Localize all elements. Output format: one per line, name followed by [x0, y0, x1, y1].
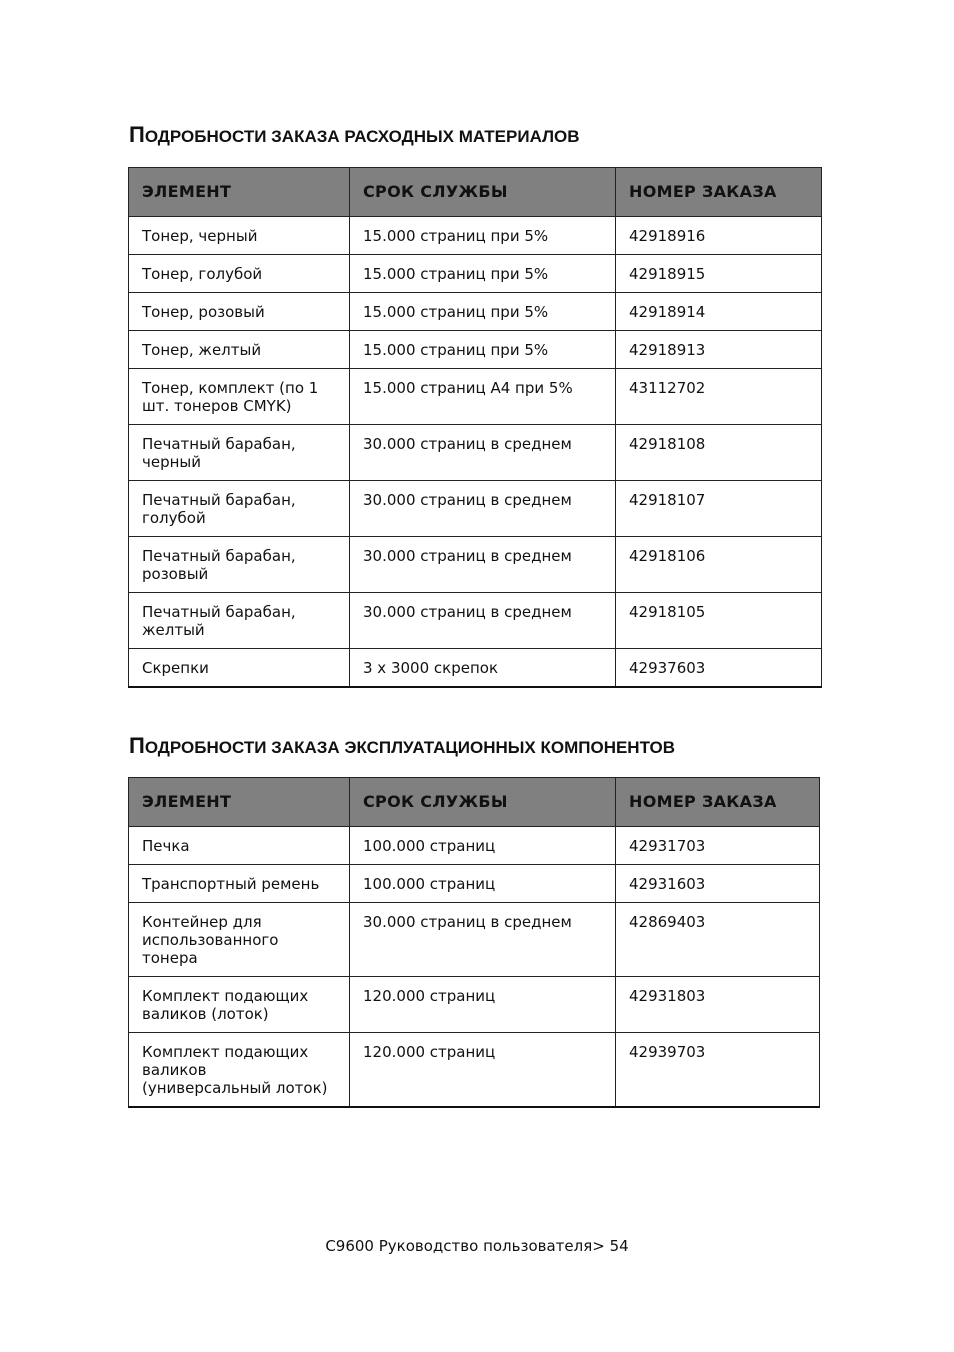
- table-row: [129, 649, 822, 688]
- table-row: [129, 865, 820, 903]
- consumables-title-initial: П: [129, 122, 145, 147]
- column-header-order-number: НОМЕР ЗАКАЗА: [616, 168, 822, 217]
- item-cell: Комплект подающих валиков (универсальный лоток): [129, 1033, 350, 1108]
- table-row: [129, 977, 820, 1033]
- column-header-item: ЭЛЕМЕНТ: [129, 168, 350, 217]
- order-number-cell: 42918914: [616, 293, 822, 331]
- order-number-cell: 42939703: [616, 1033, 820, 1108]
- lifetime-cell: 100.000 страниц: [350, 827, 616, 865]
- consumables-title-rest: ОДРОБНОСТИ ЗАКАЗА РАСХОДНЫХ МАТЕРИАЛОВ: [144, 127, 580, 146]
- item-cell: Комплект подающих валиков (лоток): [129, 977, 350, 1033]
- table-row: [129, 293, 822, 331]
- item-cell: Тонер, розовый: [129, 293, 350, 331]
- consumables-table: [128, 167, 822, 688]
- lifetime-cell: 120.000 страниц: [350, 1033, 616, 1108]
- lifetime-cell: 30.000 страниц в среднем: [350, 903, 616, 977]
- order-number-cell: 42918108: [616, 425, 822, 481]
- lifetime-cell: 120.000 страниц: [350, 977, 616, 1033]
- column-header-order-number: НОМЕР ЗАКАЗА: [616, 778, 820, 827]
- table-row: [129, 903, 820, 977]
- item-cell: Тонер, черный: [129, 217, 350, 255]
- order-number-cell: 42931703: [616, 827, 820, 865]
- item-cell: Тонер, желтый: [129, 331, 350, 369]
- table-row: [129, 481, 822, 537]
- lifetime-cell: 15.000 страниц А4 при 5%: [350, 369, 616, 425]
- item-cell: Тонер, комплект (по 1 шт. тонеров CMYK): [129, 369, 350, 425]
- order-number-cell: 42918107: [616, 481, 822, 537]
- lifetime-cell: 30.000 страниц в среднем: [350, 425, 616, 481]
- table-header-row: [129, 168, 822, 217]
- lifetime-cell: 100.000 страниц: [350, 865, 616, 903]
- table-row: [129, 827, 820, 865]
- order-number-cell: 42937603: [616, 649, 822, 688]
- column-header-item: ЭЛЕМЕНТ: [129, 778, 350, 827]
- item-cell: Печатный барабан, розовый: [129, 537, 350, 593]
- maintenance-title-rest: ОДРОБНОСТИ ЗАКАЗА ЭКСПЛУАТАЦИОННЫХ КОМПОНЕНТОВ: [144, 738, 676, 757]
- item-cell: Печатный барабан, желтый: [129, 593, 350, 649]
- lifetime-cell: 30.000 страниц в среднем: [350, 537, 616, 593]
- item-cell: Тонер, голубой: [129, 255, 350, 293]
- order-number-cell: 42931603: [616, 865, 820, 903]
- table-row: [129, 331, 822, 369]
- table-row: [129, 593, 822, 649]
- lifetime-cell: 15.000 страниц при 5%: [350, 255, 616, 293]
- page-footer: C9600 Руководство пользователя> 54: [325, 1237, 629, 1255]
- table-row: [129, 217, 822, 255]
- item-cell: Печка: [129, 827, 350, 865]
- item-cell: Печатный барабан, черный: [129, 425, 350, 481]
- lifetime-cell: 30.000 страниц в среднем: [350, 481, 616, 537]
- order-number-cell: 42918105: [616, 593, 822, 649]
- order-number-cell: 42918916: [616, 217, 822, 255]
- column-header-lifetime: СРОК СЛУЖБЫ: [350, 778, 616, 827]
- table-row: [129, 369, 822, 425]
- item-cell: Контейнер для использованного тонера: [129, 903, 350, 977]
- maintenance-table: [128, 777, 820, 1108]
- maintenance-section-title: [129, 733, 675, 759]
- consumables-section-title: [129, 122, 580, 148]
- lifetime-cell: 3 x 3000 скрепок: [350, 649, 616, 688]
- maintenance-title-initial: П: [129, 733, 145, 758]
- table-row: [129, 537, 822, 593]
- order-number-cell: 42918915: [616, 255, 822, 293]
- item-cell: Скрепки: [129, 649, 350, 688]
- lifetime-cell: 15.000 страниц при 5%: [350, 217, 616, 255]
- table-row: [129, 255, 822, 293]
- order-number-cell: 42918106: [616, 537, 822, 593]
- lifetime-cell: 15.000 страниц при 5%: [350, 331, 616, 369]
- table-row: [129, 425, 822, 481]
- order-number-cell: 42931803: [616, 977, 820, 1033]
- table-row: [129, 1033, 820, 1108]
- order-number-cell: 43112702: [616, 369, 822, 425]
- item-cell: Печатный барабан, голубой: [129, 481, 350, 537]
- lifetime-cell: 15.000 страниц при 5%: [350, 293, 616, 331]
- table-header-row: [129, 778, 820, 827]
- order-number-cell: 42918913: [616, 331, 822, 369]
- lifetime-cell: 30.000 страниц в среднем: [350, 593, 616, 649]
- order-number-cell: 42869403: [616, 903, 820, 977]
- item-cell: Транспортный ремень: [129, 865, 350, 903]
- column-header-lifetime: СРОК СЛУЖБЫ: [350, 168, 616, 217]
